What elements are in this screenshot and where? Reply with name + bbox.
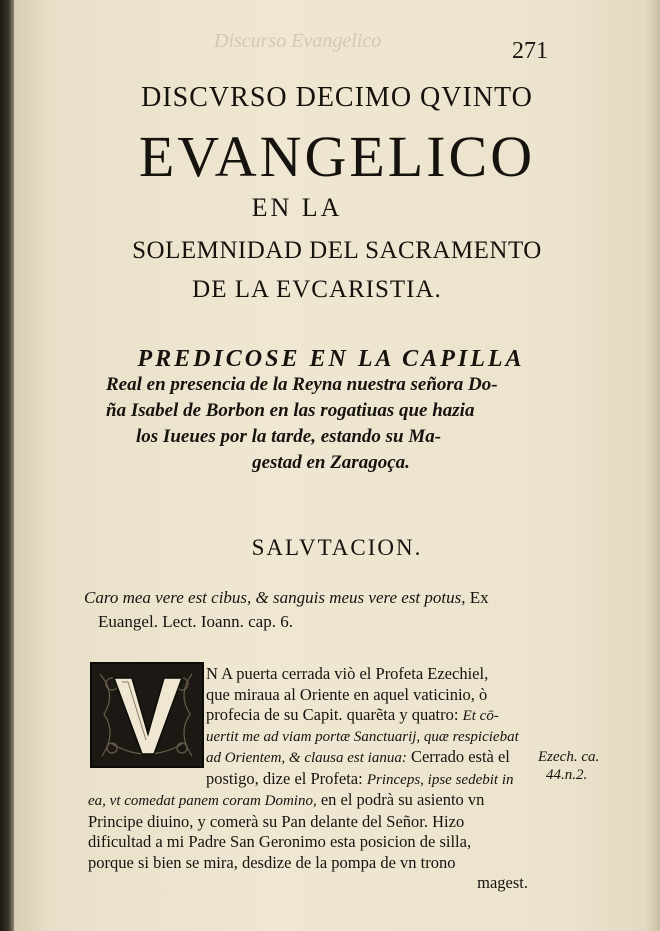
- sermon-line-5: gestad en Zaragoça.: [252, 452, 410, 473]
- book-page: [14, 0, 660, 931]
- body-line-1: N A puerta cerrada viò el Profeta Ezechiel,: [206, 664, 489, 683]
- sermon-note: [106, 346, 556, 476]
- body-line-5-latin: ad Orientem, & clausa est ianua:: [206, 750, 407, 766]
- body-line-3-latin: Et cō-: [462, 708, 499, 724]
- body-line-10: porque si bien se mira, desdize de la pompa de vn trono: [88, 852, 456, 872]
- body-line-9: dificultad a mi Padre San Geronimo esta posicion de silla,: [88, 832, 472, 851]
- quote-latin: Caro mea vere est cibus, & sanguis meus vere est potus,: [84, 588, 466, 607]
- body-line-6-latin: Princeps, ipse sedebit in: [366, 771, 514, 788]
- marginal-line-2: 44.n.2.: [546, 767, 588, 783]
- body-line-4-latin: uertit me ad viam portæ Sanctuarij, quæ respiciebat: [206, 728, 519, 745]
- body-paragraph: [88, 664, 538, 894]
- body-line-8: Principe diuino, y comerà su Pan delante del Señor. Hizo: [88, 811, 465, 831]
- body-line-5: Cerrado està el: [410, 747, 510, 766]
- show-through-text: Discurso Evangelico: [214, 30, 382, 52]
- heading-title: EVANGELICO: [138, 124, 536, 189]
- initial-letter: V: [146, 724, 148, 725]
- page-edge-shadow: [646, 0, 660, 931]
- sermon-line-2: Real en presencia de la Reyna nuestra señora Do-: [106, 374, 498, 395]
- sermon-line-4: los Iueues por la tarde, estando su Ma-: [136, 426, 442, 447]
- catchword: magest.: [477, 873, 528, 892]
- sermon-line-3: ña Isabel de Borbon en las rogatiuas que hazia: [106, 400, 475, 421]
- salutation-heading: SALVTACION.: [251, 535, 423, 560]
- body-line-7: en el podrà su asiento vn: [320, 790, 485, 809]
- body-line-2: que miraua al Oriente en aquel vaticinio, ò: [206, 684, 488, 704]
- marginal-line-1: Ezech. ca.: [538, 749, 600, 765]
- heading-line-5: DE LA EVCARISTIA.: [192, 276, 442, 303]
- quote-ref-ex: Ex: [469, 588, 489, 607]
- heading-line-4: SOLEMNIDAD DEL SACRAMENTO: [132, 237, 542, 264]
- body-line-7-latin: ea, vt comedat panem coram Domino,: [88, 793, 317, 809]
- body-line-6: postigo, dize el Profeta:: [206, 768, 363, 788]
- body-line-3: profecia de su Capit. quarẽta y quatro:: [206, 705, 459, 724]
- page-number: 271: [512, 38, 548, 64]
- heading-line-3: EN LA: [251, 193, 343, 222]
- sermon-line-1: PREDICOSE EN LA CAPILLA: [137, 346, 525, 372]
- heading-line-1: DISCVRSO DECIMO QVINTO: [141, 82, 533, 113]
- quote-reference: Euangel. Lect. Ioann. cap. 6.: [98, 612, 293, 631]
- marginal-note: [538, 748, 608, 784]
- book-spine: [0, 0, 14, 931]
- scripture-quote: [84, 586, 574, 634]
